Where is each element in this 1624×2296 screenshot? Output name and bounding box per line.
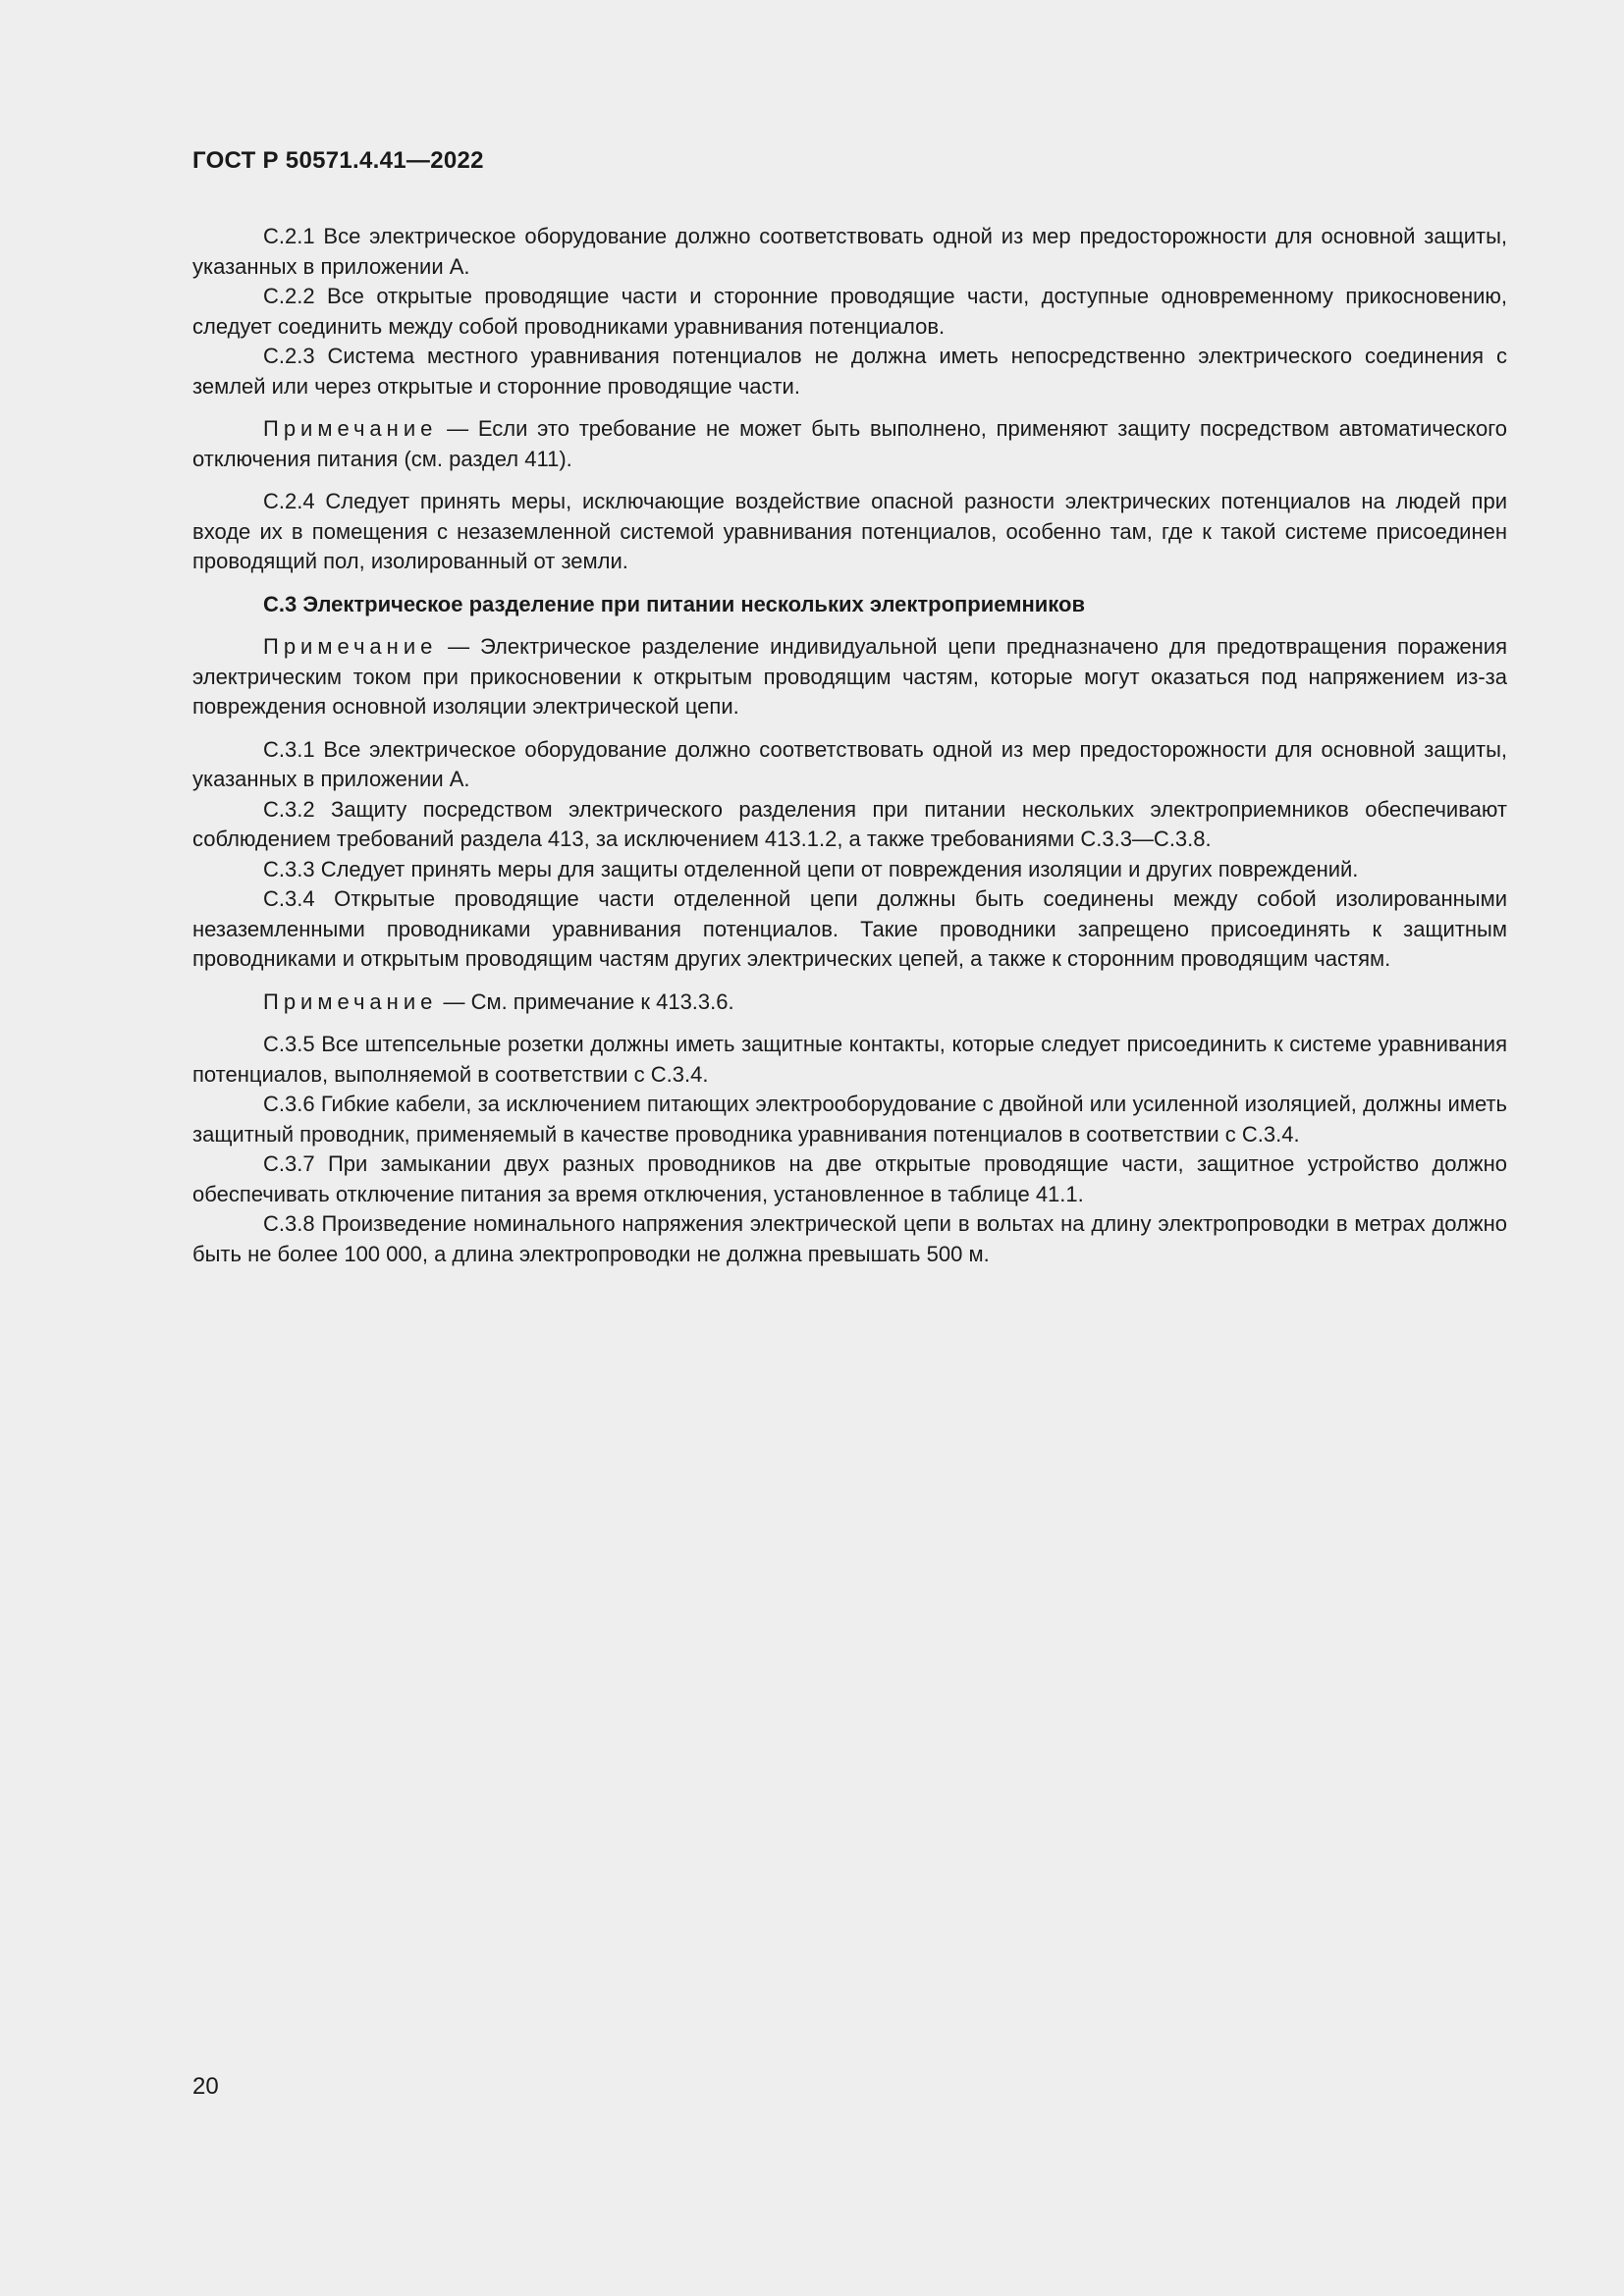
note-c-3 (192, 632, 1507, 722)
clause-c-2-3: С.2.3 Система местного уравнивания потенциалов не должна иметь непосредственно электрического соединения с землей или через открытые и сторонние проводящие части. (192, 344, 1507, 399)
note-label: Примечание (263, 988, 438, 1014)
clause-c-3-6: С.3.6 Гибкие кабели, за исключением питающих электрооборудование с двойной или усиленной изоляцией, должны иметь защитный проводник, применяемый в качестве проводника уравнивания потенциалов в соответствии с С.3.4. (192, 1092, 1507, 1147)
document-header: ГОСТ Р 50571.4.41—2022 (192, 147, 484, 174)
clause-c-3-4: С.3.4 Открытые проводящие части отделенной цепи должны быть соединены между собой изолированными незаземленными проводниками уравнивания потенциалов. Такие проводники запрещено присоединять к защитным проводниками и открытым проводящим частям других электрических цепей, а также к сторонним проводящим частям. (192, 886, 1507, 971)
clause-c-3-5: С.3.5 Все штепсельные розетки должны иметь защитные контакты, которые следует присоединить к системе уравнивания потенциалов, выполняемой в соответствии с С.3.4. (192, 1032, 1507, 1087)
note-label: Примечание (263, 416, 438, 441)
note-label: Примечание (263, 634, 438, 659)
clause-c-2-2: С.2.2 Все открытые проводящие части и сторонние проводящие части, доступные одновременному прикосновению, следует соединить между собой проводниками уравнивания потенциалов. (192, 284, 1507, 339)
note-c-2-3 (192, 414, 1507, 474)
note-text: — См. примечание к 413.3.6. (437, 988, 734, 1014)
clause-c-3-8: С.3.8 Произведение номинального напряжения электрической цепи в вольтах на длину электропроводки в метрах должно быть не более 100 000, а длина электропроводки не должна превышать 500 м. (192, 1211, 1507, 1266)
clause-c-2-4: С.2.4 Следует принять меры, исключающие воздействие опасной разности электрических потенциалов на людей при входе их в помещения с незаземленной системой уравнивания потенциалов, особенно там, где к такой системе присоединен проводящий пол, изолированный от земли. (192, 489, 1507, 573)
clause-c-3-2: С.3.2 Защиту посредством электрического разделения при питании нескольких электроприемников обеспечивают соблюдением требований раздела 413, за исключением 413.1.2, а также требованиями С.3.3—С.3.8. (192, 796, 1507, 851)
clause-c-3-3: С.3.3 Следует принять меры для защиты отделенной цепи от повреждения изоляции и других повреждений. (263, 856, 1359, 881)
clause-c-3-7: С.3.7 При замыкании двух разных проводников на две открытые проводящие части, защитное устройство должно обеспечивать отключение питания за время отключения, установленное в таблице 41.1. (192, 1151, 1507, 1206)
document-body (192, 222, 1507, 1269)
note-c-3-4 (192, 988, 1507, 1018)
note-text: — Электрическое разделение индивидуальной цепи предназначено для предотвращения поражения электрическим током при прикосновении к открытым проводящим частям, которые могут оказаться под напряжением из-за повреждения основной изоляции электрической цепи. (192, 634, 1507, 719)
page-number: 20 (192, 2073, 219, 2100)
clause-c-2-1: С.2.1 Все электрическое оборудование должно соответствовать одной из мер предосторожности для основной защиты, указанных в приложении А. (192, 224, 1507, 279)
clause-c-3-1: С.3.1 Все электрическое оборудование должно соответствовать одной из мер предосторожности для основной защиты, указанных в приложении А. (192, 736, 1507, 791)
section-heading-c-3: С.3 Электрическое разделение при питании нескольких электроприемников (263, 591, 1085, 616)
note-text: — Если это требование не может быть выполнено, применяют защиту посредством автоматического отключения питания (см. раздел 411). (192, 416, 1507, 471)
